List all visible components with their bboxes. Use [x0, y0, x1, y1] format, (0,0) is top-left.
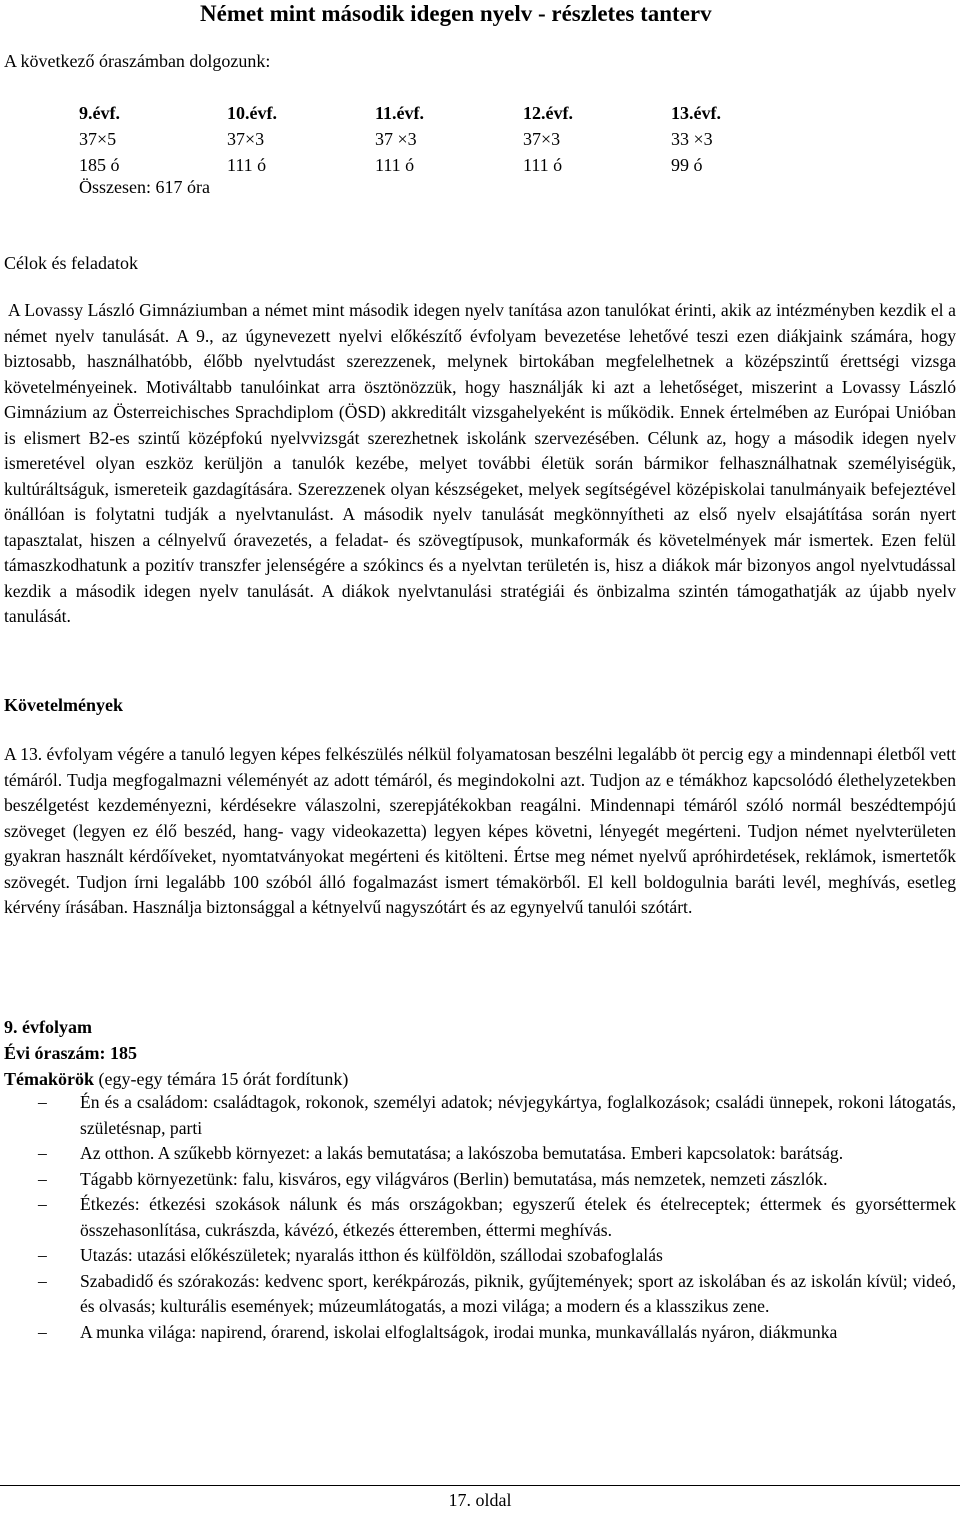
grade-formula: 37×3 — [523, 129, 561, 149]
grade-label: 11.évf. — [375, 103, 424, 123]
topic-text: Az otthon. A szűkebb környezet: a lakás bemutatása; a lakószoba bemutatása. Emberi kapcsolatok: barátság. — [80, 1143, 844, 1163]
dash-bullet-icon: – — [38, 1194, 47, 1214]
topics-label: Témakörök — [4, 1069, 94, 1089]
topic-text: A munka világa: napirend, órarend, iskolai elfoglaltságok, irodai munka, munkavállalás nyáron, diákmunka — [80, 1321, 838, 1342]
dash-bullet-icon: – — [38, 1143, 47, 1163]
list-item — [4, 1269, 956, 1320]
total-hours: Összesen: 617 óra — [79, 177, 210, 197]
dash-bullet-icon: – — [38, 1321, 47, 1342]
topics-list — [4, 1090, 956, 1345]
grade-hours: 111 ó — [375, 155, 415, 175]
grade-formula: 37×5 — [79, 129, 117, 149]
page-title: Német mint második idegen nyelv - részletes tanterv — [200, 1, 712, 26]
grade-hours: 185 ó — [79, 155, 120, 175]
list-item — [4, 1192, 956, 1243]
grade-formula: 37 ×3 — [375, 129, 417, 149]
topic-text: Tágabb környezetünk: falu, kisváros, egy világváros (Berlin) bemutatása, más nemzetek, nemzeti zászlók. — [80, 1168, 828, 1189]
grade-formula: 33 ×3 — [671, 129, 713, 149]
topics-note: (egy-egy témára 15 órát fordítunk) — [98, 1069, 349, 1089]
list-item — [4, 1320, 956, 1346]
grade-label: 12.évf. — [523, 103, 573, 123]
grade-label: 10.évf. — [227, 103, 277, 123]
list-item — [4, 1090, 956, 1141]
grade-label: 13.évf. — [671, 103, 721, 123]
goals-paragraph: A Lovassy László Gimnáziumban a német mint második idegen nyelv tanítása azon tanulókat érinti, akik az intézményben kezdik el a német nyelv tanulását. A 9., az úgynevezett nyelvi előkészítő évfolyam bevezetése lehetővé teszi ezen diákjaink számára, hogy biztosabb, használhatóbb, élőbb nyelvtudást szerezzenek, melynek birtokában megfelelhetnek a középszintű érettségi vizsga követelményeinek. Motiváltabb tanulóinkat arra ösztönözzük, hogy használják ki azt a lehetőséget, miszerint a Lovassy László Gimnázium az Österreichisches Sprachdiplom (ÖSD) akkreditált vizsgahelyeként is működik. Ennek értelmében az Európai Unióban is elismert B2-es szintű középfokú nyelvvizsgát szerezhetnek iskolánk szervezésében. Célunk az, hogy a második idegen nyelv ismeretével olyan eszköz kerüljön a tanulók kezébe, melyet további életük során bármikor felhasználhatnak személyiségük, kultúráltságuk, ismereteik gazdagítására. Szerezzenek olyan készségeket, melyek segítségével középiskolai tanulmányaik befejeztével önállóan is folytatni tudják a nyelvtanulást. A második nyelv tanulását megkönnyítheti az első nyelv elsajátítása során nyert tapasztalat, hiszen a célnyelvű óravezetés, a feladat- és szövegtípusok, munkaformák és követelmények már ismertek. Ezen felül támaszkodhatunk a pozitív transzfer jelenségére a szókincs és a nyelvtan területén is, hisz a diákok már bizonyos angol nyelvtudással kezdik a második idegen nyelv tanulását. A diákok nyelvtanulási stratégiái és önbizalma szintén támogathatják az újabb nyelv tanulását. — [4, 300, 956, 626]
goals-heading: Célok és feladatok — [4, 253, 138, 273]
annual-hours: Évi óraszám: 185 — [4, 1043, 137, 1063]
grade-formula: 37×3 — [227, 129, 265, 149]
dash-bullet-icon: – — [38, 1270, 47, 1291]
grade-label: 9.évf. — [79, 103, 120, 123]
requirements-heading: Követelmények — [4, 695, 123, 715]
hours-grid — [79, 100, 779, 178]
year-label: 9. évfolyam — [4, 1017, 92, 1037]
dash-bullet-icon: – — [38, 1168, 47, 1189]
page-number: 17. oldal — [448, 1490, 512, 1510]
requirements-paragraph: A 13. évfolyam végére a tanuló legyen képes felkészülés nélkül folyamatosan beszélni legalább öt percig egy a mindennapi életből vett témáról. Tudja megfogalmazni véleményét az adott témáról, és megindokolni azt. Tudjon az e témákhoz kapcsolódó élethelyzetekben beszélgetést kezdeményezni, kérdésekre válaszolni, szerepjátékokban reagálni. Mindennapi témáról szóló normál beszédtempójú szöveget (legyen ez élő beszéd, hang- vagy videokazetta) legyen képes követni, lényegét megérteni. Tudjon német nyelvterületen gyakran használt kérdőíveket, nyomtatványokat megérteni és kitölteni. Értse meg német nyelvű apróhirdetések, reklámok, ismertetők szövegét. Tudjon írni legalább 100 szóból álló fogalmazást ismert témakörből. El kell boldogulnia baráti levél, meghívás, esetleg kérvény írásában. Használja biztonsággal a kétnyelvű nagyszótárt és az egynyelvű tanulói szótárt. — [4, 744, 956, 917]
grade-hours: 111 ó — [227, 155, 267, 175]
grade-hours: 99 ó — [671, 155, 703, 175]
list-item — [4, 1243, 956, 1269]
topic-text: Szabadidő és szórakozás: kedvenc sport, kerékpározás, piknik, gyűjtemények; sport az iskolában és az iskolán kívül; videó, és olvasás; kulturális események; múzeumlátogatás, a mozi világa; a modern és a klasszikus zene. — [80, 1270, 956, 1316]
topic-text: Étkezés: étkezési szokások nálunk és más országokban; egyszerű ételek és ételreceptek; éttermek és gyorséttermek összehasonlítása, cukrászda, kávézó, étkezés étteremben, éttermi meghívás. — [80, 1194, 956, 1240]
list-item — [4, 1167, 956, 1193]
list-item — [4, 1141, 956, 1167]
grade-hours: 111 ó — [523, 155, 563, 175]
year-info — [4, 1014, 348, 1092]
intro-text: A következő óraszámban dolgozunk: — [4, 51, 271, 71]
dash-bullet-icon: – — [38, 1092, 47, 1112]
topic-text: Utazás: utazási előkészületek; nyaralás itthon és külföldön, szállodai szobafoglalás — [80, 1245, 663, 1265]
dash-bullet-icon: – — [38, 1245, 47, 1265]
topic-text: Én és a családom: családtagok, rokonok, személyi adatok; névjegykártya, foglalkozások; családi ünnepek, rokoni látogatás, születésnap, parti — [80, 1092, 956, 1138]
topics-heading — [4, 1066, 348, 1092]
footer-divider — [0, 1485, 960, 1486]
